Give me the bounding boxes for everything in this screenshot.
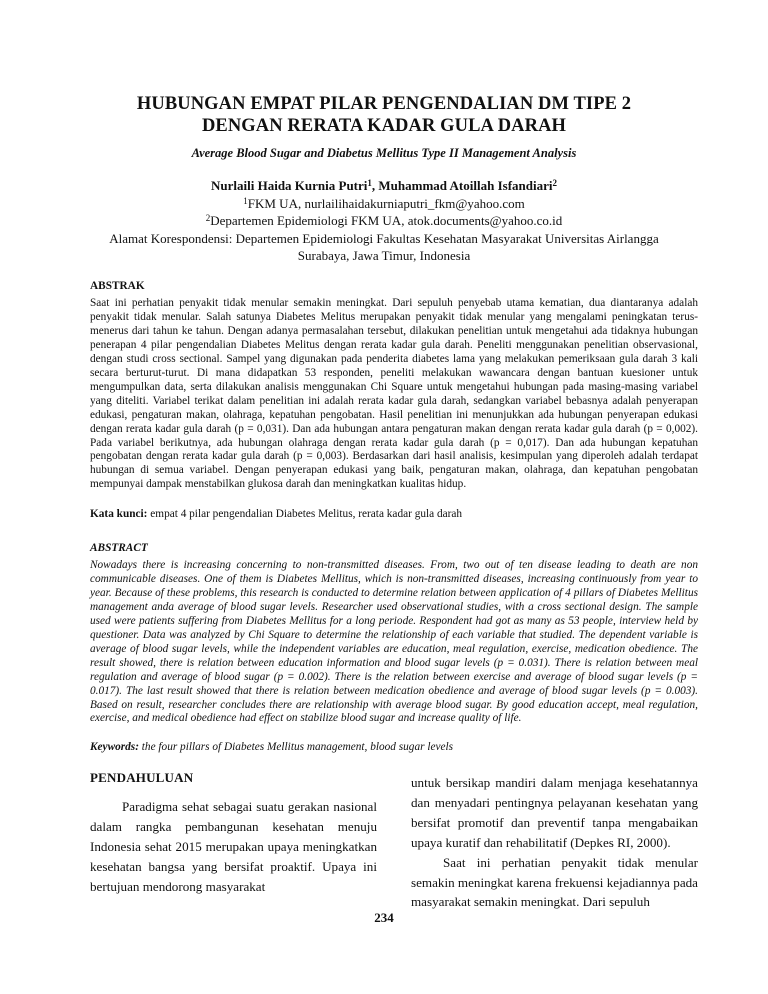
body-column-right <box>411 773 698 912</box>
kata-kunci-value: empat 4 pilar pengendalian Diabetes Melitus, rerata kadar gula darah <box>147 508 463 520</box>
author-block <box>0 177 768 265</box>
author-names <box>0 177 768 195</box>
author-separator: , <box>371 178 379 193</box>
affiliation-1-mark: 1 <box>243 195 248 206</box>
kata-kunci <box>90 508 698 522</box>
affiliation-1-text: FKM UA, nurlailihaidakurniaputri_fkm@yahoo.com <box>247 195 525 211</box>
paper-title <box>0 93 768 137</box>
author-2-affiliation-mark: 2 <box>552 178 557 188</box>
body-paragraph: Paradigma sehat sebagai suatu gerakan nasional dalam rangka pembangunan kesehatan menuju Indonesia sehat 2015 merupakan upaya meningkatkan kesehatan bangsa yang bersifat proaktif. Upaya ini bertujuan mendorong masyarakat <box>90 799 377 894</box>
body-paragraph-continued: untuk bersikap mandiri dalam menjaga kesehatannya dan menyadari pentingnya pelayanan kesehatan yang bersifat promotif dan preventif tanpa mengabaikan upaya kuratif dan rehabilitatif (Depkes RI, 2000). <box>411 775 698 850</box>
keywords-label: Keywords: <box>90 741 139 753</box>
kata-kunci-label: Kata kunci: <box>90 508 148 520</box>
abstract-section <box>90 541 698 726</box>
affiliation-2-mark: 2 <box>205 213 211 223</box>
affiliation-2 <box>0 212 768 230</box>
author-2: Muhammad Atoillah Isfandiari <box>378 178 553 193</box>
keywords-value: the four pillars of Diabetes Mellitus management, blood sugar levels <box>138 741 454 753</box>
english-title: Average Blood Sugar and Diabetus Mellitus Type II Management Analysis <box>191 146 577 160</box>
correspondence-line-2: Surabaya, Jawa Timur, Indonesia <box>297 248 471 263</box>
page-number: 234 <box>374 910 394 925</box>
body-paragraph: Saat ini perhatian penyakit tidak menular semakin meningkat karena frekuensi kejadiannya pada masyarakat semakin meningkat. Dari sepuluh <box>411 854 698 910</box>
abstrak-body: Saat ini perhatian penyakit tidak menular semakin meningkat. Dari sepuluh penyebab utama kematian, dua diantaranya adalah penyakit tidak menular. Salah satunya Diabetes Melitus merupakan penyakit tidak menular yang mengalami peningkatan terus-menerus dari tahun ke tahun. Dengan adanya permasalahan tersebut, dilakukan penelitian untuk mengetahui ada tidaknya hubungan penerapan 4 pilar pengendalian Diabetes Melitus dengan rerata kadar gula darah. Peneliti menggunakan penelitian observasional, dengan studi cross sectional. Sampel yang digunakan pada penderita diabetes lama yang melakukan pemeriksaan gula darah 3 kali secara berturut-turut. Di mana didapatkan 53 responden, peneliti melakukan wawancara dengan bantuan kuesioner untuk mengumpulkan data, serta dilakukan analisis menggunakan Chi Square untuk mengetahui hubungan pada masing-masing variabel yang diteliti. Variabel terikat dalam penelitian ini adalah rerata kadar gula darah, sedangkan variabel bebasnya adalah penyerapan edukasi, pengaturan makan, olahraga, kepatuhan pengobatan. Hasil penelitian ini menunjukkan ada hubungan penyerapan edukasi dengan rerata kadar gula darah (p = 0,031). Dan ada hubungan antara pengaturan makan dengan rerata kadar gula darah (p = 0,002). Pada variabel berikutnya, ada hubungan olahraga dengan rerata kadar gula darah (p = 0,017). Dan ada hubungan kepatuhan pengobatan dengan rerata kadar gula darah (p = 0,003). Berdasarkan dari hasil analisis, kesimpulan yang diperoleh adalah terdapat hubungan di semua variabel. Dengan penyerapan edukasi yang baik, pengaturan makan, olahraga, dan kepatuhan pengobatan mempunyai dampak menstabilkan glukosa darah dan meningkatkan kualitas hidup. <box>90 297 698 491</box>
abstrak-heading: ABSTRAK <box>90 280 145 292</box>
abstract-body: Nowadays there is increasing concerning to non-transmitted diseases. From, two out of ten disease leading to death are non communicable diseases. One of them is Diabetes Mellitus, which is non-transmitted diseases, increasing continuously from year to year. Because of these problems, this research is conducted to determine relation between application of 4 pillars of Diabetes Mellitus management anda average of blood sugar levels. Researcher used observational studies, with a cross sectional design. The sample used were patients suffering from Diabetes Mellitus for a long periode. Respondent had got as many as 53 people, interview held by questioner. Data was analyzed by Chi Square to determine the relationship of each variable that studied. The dependent variable is average of blood sugar levels, while the independent variables are education, meal regulation, exercise, medication obedience. The result showed, there is relation between education information and blood sugar levels (p = 0.031). There is relation between meal regulation and average of blood sugar (p = 0.002). There is the relation between exercise and average of blood sugar levels (p = 0.017). The last result showed that there is relation between medication obedience and average of blood sugar levels (p = 0.003). Based on result, researcher concludes there are relationship with average blood sugar. By good education accept, meal regulation, exercise, and medical obedience had effect on stabilize blood sugar and increase quality of life. <box>90 559 698 725</box>
body-column-left <box>90 770 377 897</box>
correspondence-line-1: Alamat Korespondensi: Departemen Epidemiologi Fakultas Kesehatan Masyarakat Universitas Airlangga <box>109 230 659 246</box>
abstrak-section <box>90 279 698 492</box>
abstract-heading: ABSTRACT <box>90 542 148 554</box>
author-1-affiliation-mark: 1 <box>367 178 372 188</box>
keywords <box>90 741 698 755</box>
affiliation-2-text: Departemen Epidemiologi FKM UA, atok.documents@yahoo.co.id <box>210 213 563 228</box>
affiliation-1 <box>0 195 768 213</box>
paper-title-line-2: DENGAN RERATA KADAR GULA DARAH <box>201 116 567 136</box>
pendahuluan-heading: PENDAHULUAN <box>90 770 194 785</box>
paper-title-line-1: HUBUNGAN EMPAT PILAR PENGENDALIAN DM TIPE 2 <box>136 94 632 114</box>
author-1: Nurlaili Haida Kurnia Putri <box>211 178 368 193</box>
